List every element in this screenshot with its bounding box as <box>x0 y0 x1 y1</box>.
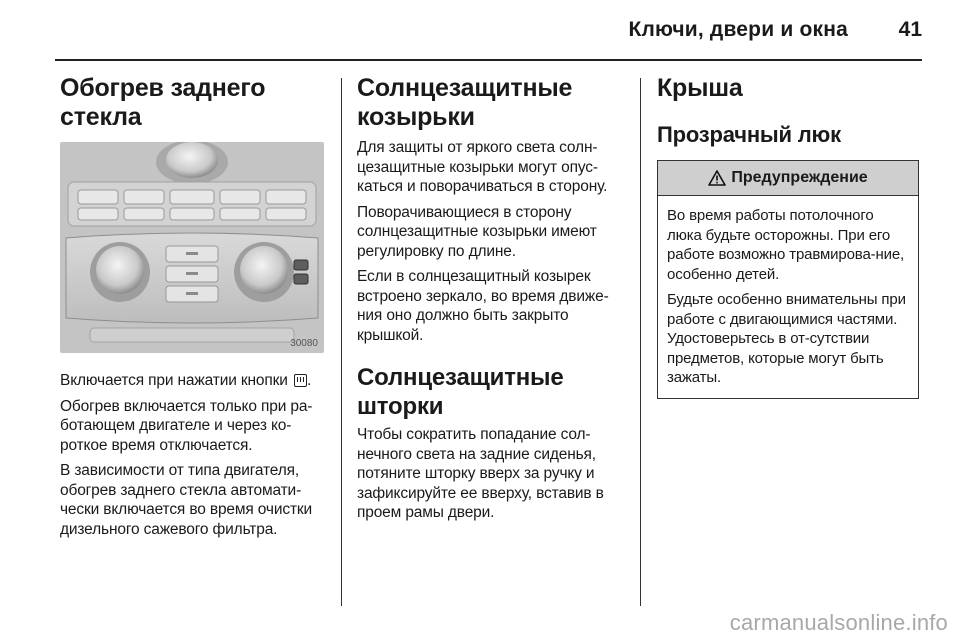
warning-triangle-icon <box>708 170 726 186</box>
warning-paragraph-2: Будьте особенно внимательны при работе с двигающимися частями. Удостоверьтесь в от-сутствии предметов, которые могут быть зажаты. <box>667 291 906 386</box>
paragraph-diesel-filter: В зависимости от типа двигателя, обогрев заднего стекла автомати-чески включается во время очистки дизельного сажевого фильтра. <box>60 462 313 538</box>
column-divider-2 <box>640 78 641 606</box>
watermark: carmanualsonline.info <box>729 610 948 635</box>
warning-body <box>658 196 918 398</box>
activation-period: . <box>306 372 312 389</box>
warning-title: Предупреждение <box>731 169 868 186</box>
heading-sun-visors: Солнцезащитные козырьки <box>357 74 573 131</box>
heading-rear-window-heater: Обогрев заднего стекла <box>60 74 266 131</box>
paragraph-visors-3: Если в солнцезащитный козырек встроено зеркало, во время движе-ния оно должно быть закрыто крышкой. <box>357 268 609 344</box>
paragraph-engine-running: Обогрев включается только при ра-ботающем двигателе и через ко-роткое время отключается. <box>60 397 313 454</box>
warning-header <box>658 161 918 196</box>
section-title: Ключи, двери и окна <box>628 18 848 41</box>
heading-sun-blinds: Солнцезащитные шторки <box>357 364 564 420</box>
heading-roof: Крыша <box>657 74 743 102</box>
column-divider-1 <box>341 78 342 606</box>
heading-sunroof: Прозрачный люк <box>657 122 841 147</box>
paragraph-blinds: Чтобы сократить попадание сол-нечного света на задние сиденья, потяните шторку вверх за ручку и зафиксируйте ее вверху, вставив в проем рамы двери. <box>357 426 604 521</box>
rear-window-heater-icon <box>294 374 307 387</box>
climate-panel-figure <box>60 142 324 353</box>
climate-panel-illustration <box>60 142 324 353</box>
page-number: 41 <box>898 18 922 41</box>
paragraph-visors-1: Для защиты от яркого света солн-цезащитные козырьки могут опус-каться и поворачиваться в сторону. <box>357 139 608 195</box>
paragraph-activation <box>60 371 328 391</box>
column-sun-visors <box>357 74 629 523</box>
warning-paragraph-1: Во время работы потолочного люка будьте осторожны. При его работе возможно травмирова-ние, особенно детей. <box>667 207 905 283</box>
activation-text: Включается при нажатии кнопки <box>60 372 288 389</box>
figure-code: 30080 <box>290 338 318 349</box>
warning-box <box>657 160 919 399</box>
header-rule <box>55 59 922 61</box>
column-rear-window-heater <box>60 74 328 539</box>
column-roof <box>657 74 919 399</box>
page-header <box>0 0 960 60</box>
paragraph-visors-2: Поворачивающиеся в сторону солнцезащитные козырьки имеют регулировку по длине. <box>357 203 597 260</box>
